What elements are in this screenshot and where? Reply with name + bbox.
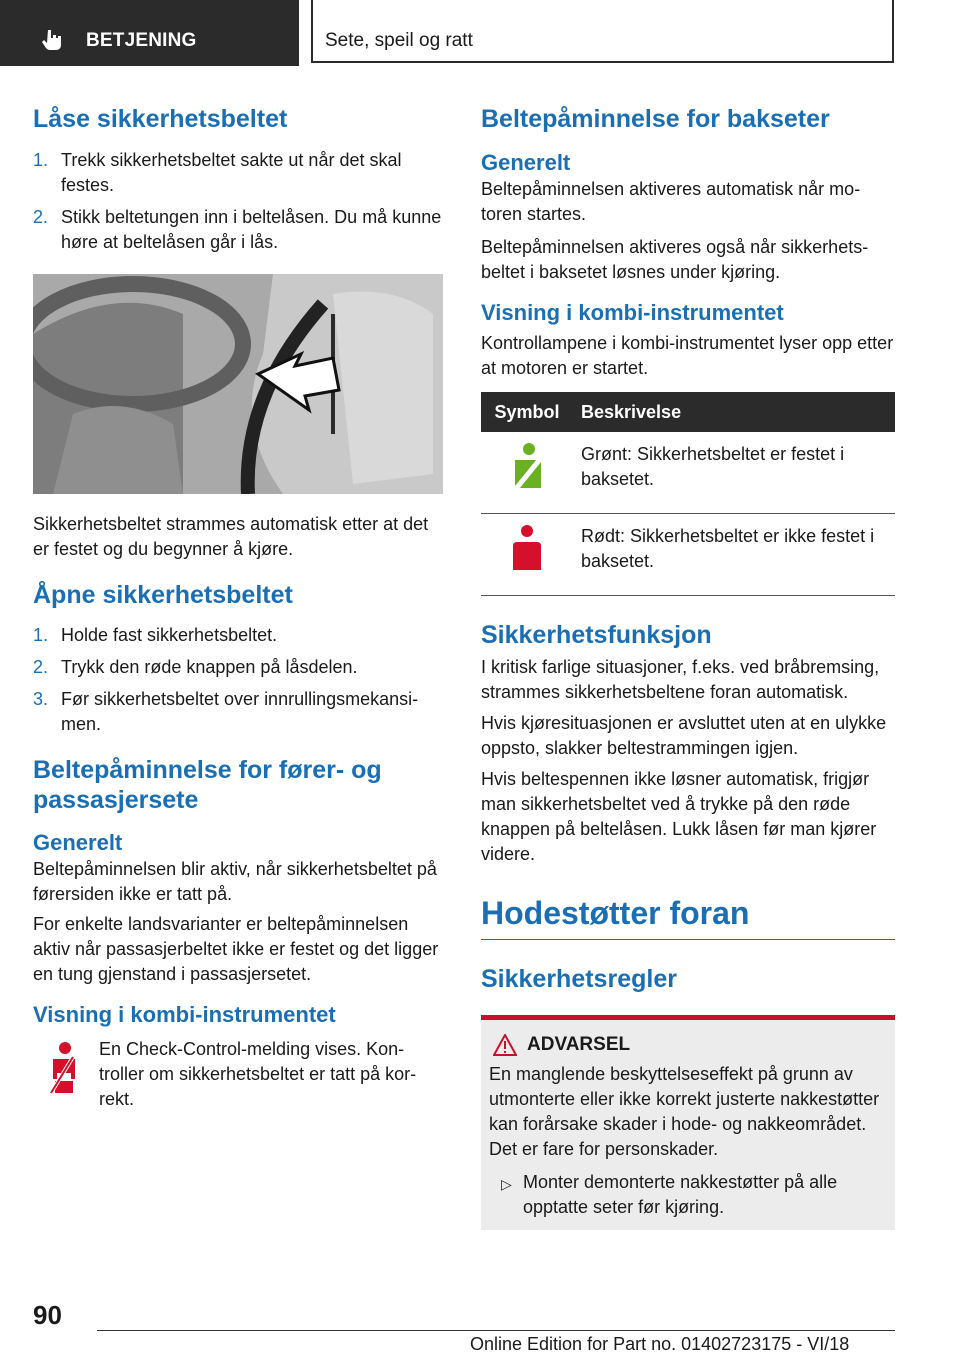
warning-text: En manglende beskyttelseseffekt på grunn av utmonterte eller ikke korrekt justerte nakkestøtter kan forårsake skader i hode- og nakkeområdet. Det er fare for personskader. [489,1064,880,1159]
left-column [33,96,443,1112]
warning-label: ADVARSEL [527,1034,631,1055]
front-display-heading: Visning i kombi-instrumentet [33,1002,336,1027]
front-reminder-para2: For enkelte landsvarianter er beltepåminnelsen aktiv når passasjerbeltet ikke er festet og det ligger en tung gjenstand i passasjersetet. [33,914,439,984]
seatbelt-warning-icon [43,1041,83,1097]
warning-box [481,1015,895,1230]
row-desc: Grønt: Sikkerhetsbeltet er festet i baksetet. [573,432,895,514]
headrests-heading: Hodestøtter foran [481,895,750,931]
list-item: 2. Trykk den røde knappen på låsdelen. [33,657,358,677]
col-desc-header: Beskrivelse [573,392,895,432]
rear-general-heading: Generelt [481,150,571,175]
open-belt-heading: Åpne sikkerhetsbeltet [33,581,293,609]
lock-steps [33,148,443,255]
warning-bullet: ▷ Monter demonterte nakkestøtter på alle opptatte seter før kjøring. [501,1172,838,1217]
seatbelt-fastened-green-icon [507,442,547,492]
rear-reminder-para1: Beltepåminnelsen aktiveres automatisk når motoren startes. [481,179,861,224]
list-item: 2. Stikk beltetungen inn i beltelåsen. Du må kunne høre at beltelåsen går i lås. [33,207,442,252]
front-reminder-para1: Beltepåminnelsen blir aktiv, når sikkerhetsbeltet på førersiden ikke er tatt på. [33,859,437,904]
page-number: 90 [33,1300,62,1330]
front-general-heading: Generelt [33,830,123,855]
right-column [481,96,895,1230]
safety-para1: I kritisk farlige situasjoner, f.eks. ved bråbremsing, strammes sikkerhetsbeltene foran automatisk. [481,657,880,702]
after-image-text: Sikkerhetsbeltet strammes automatisk etter at det er festet og du begynner å kjøre. [33,514,429,559]
footer-rule [97,1330,895,1331]
lock-belt-heading: Låse sikkerhetsbeltet [33,105,288,133]
warning-triangle-icon [493,1034,517,1056]
rear-reminder-heading: Beltepåminnelse for bakseter [481,105,830,133]
rear-reminder-para2: Beltepåminnelsen aktiveres også når sikkerhetsbeltet i baksetet løsnes under kjøring. [481,237,869,282]
table-row [481,432,895,514]
list-item: 1. Trekk sikkerhetsbeltet sakte ut når det skal festes. [33,150,402,195]
footer-edition: Online Edition for Part no. 01402723175 - VI/18 [470,1334,850,1354]
list-item: 1. Holde fast sikkerhetsbeltet. [33,625,278,645]
list-item: 3. Før sikkerhetsbeltet over innrullingsmekansimen. [33,689,419,734]
heading-rule [481,939,895,940]
row-desc: Rødt: Sikkerhetsbeltet er ikke festet i baksetet. [573,514,895,596]
triangle-bullet-icon: ▷ [501,1176,512,1192]
section-label: BETJENING [86,30,197,51]
table-row [481,514,895,596]
table-header-row [481,392,895,432]
rear-display-text: Kontrollampene i kombi-instrumentet lyser opp etter at motoren er startet. [481,333,894,378]
rear-display-heading: Visning i kombi-instrumentet [481,300,784,325]
open-steps [33,623,443,737]
chapter-title: Sete, speil og ratt [325,30,473,51]
safety-para3: Hvis beltespennen ikke løsner automatisk, frigjør man sikkerhetsbeltet ved å trykke på den røde knappen på beltelåsen. Lukk låsen før man kjører videre. [481,769,877,864]
front-reminder-heading: Beltepåminnelse for fører- og passasjersete [33,756,382,814]
front-display-text: En Check-Control-melding vises. Kontroller om sikkerhetsbeltet er tatt på korrekt. [99,1039,417,1109]
front-display-block [33,1037,443,1112]
seatbelt-unfastened-red-icon [507,524,547,574]
safety-para2: Hvis kjøresituasjonen er avsluttet uten at en ulykke oppsto, slakker beltestrammingen igjen. [481,713,887,758]
col-symbol-header: Symbol [481,392,573,432]
safety-rules-heading: Sikkerhetsregler [481,965,677,993]
symbol-table [481,392,895,596]
safety-function-heading: Sikkerhetsfunksjon [481,621,712,649]
hand-pointer-icon [40,28,64,52]
seatbelt-photo [33,274,443,494]
